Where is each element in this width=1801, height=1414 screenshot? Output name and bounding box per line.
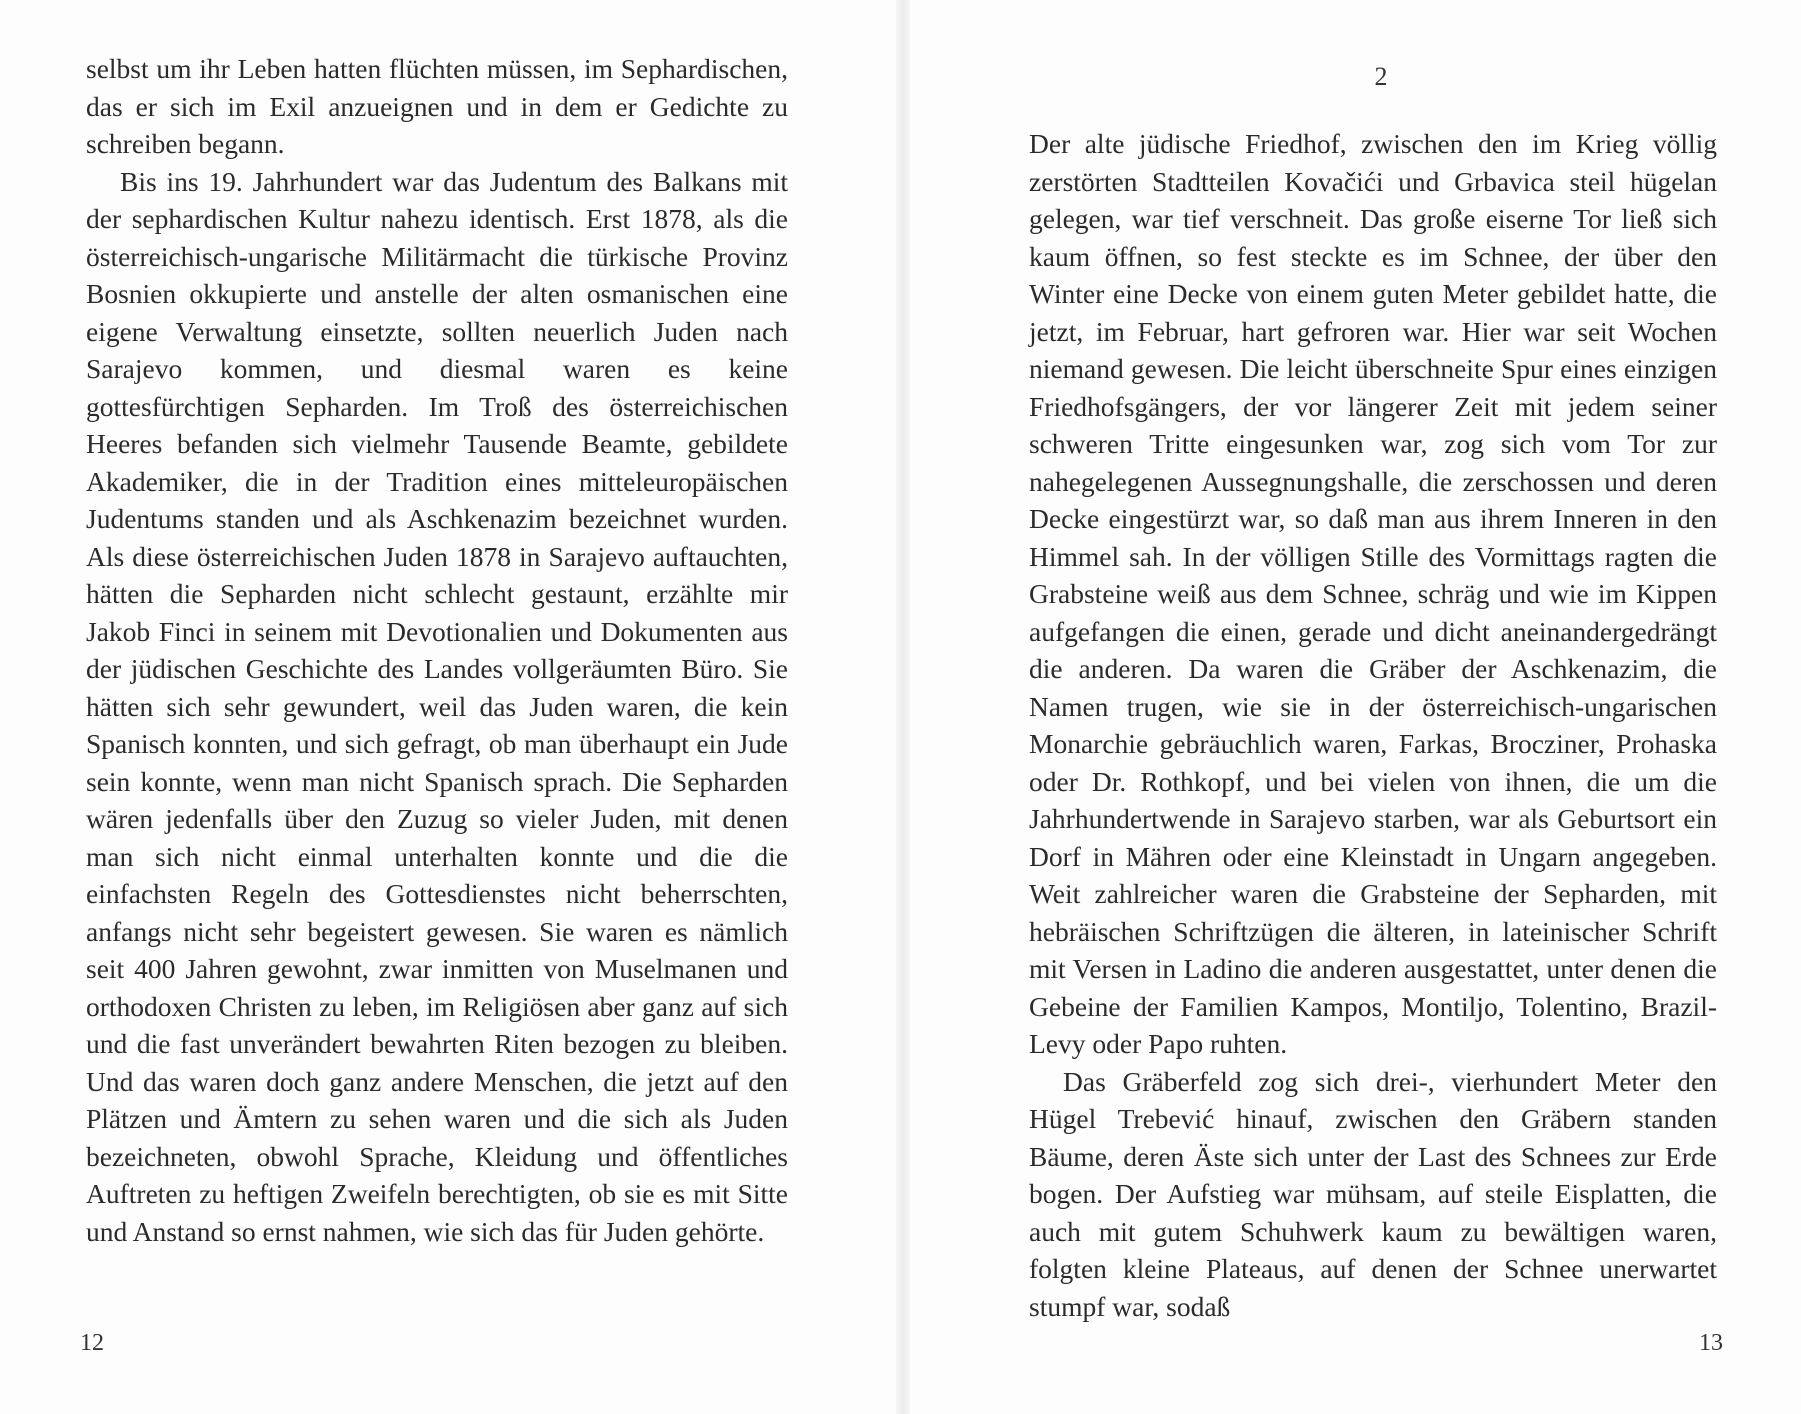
left-paragraph-1: selbst um ihr Leben hatten flüchten müssen, im Sephardischen, das er sich im Exil anzueignen und in dem er Gedichte zu schreiben begann. — [86, 53, 788, 159]
right-paragraph-1: Der alte jüdische Friedhof, zwischen den im Krieg völlig zerstörten Stadtteilen Kovačići und Grbavica steil hügelan gelegen, war tief verschneit. Das große eiserne Tor ließ sich kaum öffnen, so fest steckte es im Schnee, der über den Winter eine Decke von einem guten Meter gebildet hatte, die jetzt, im Februar, hart gefroren war. Hier war seit Wochen niemand gewesen. Die leicht überschneite Spur eines einzigen Friedhofsgängers, der vor längerer Zeit mit jedem seiner schweren Tritte eingesunken war, zog sich vom Tor zur nahegelegenen Aussegnungshalle, die zerschossen und deren Decke eingestürzt war, so daß man aus ihrem Inneren in den Himmel sah. In der völligen Stille des Vormittags ragten die Grabsteine weiß aus dem Schnee, schräg und wie im Kippen aufgefangen die einen, gerade und dicht aneinandergedrängt die anderen. Da waren die Gräber der Aschkenazim, die Namen trugen, wie sie in der österreichisch-ungarischen Monarchie gebräuchlich waren, Farkas, Brocziner, Prohaska oder Dr. Rothkopf, und bei vielen von ihnen, die um die Jahrhundertwende in Sarajevo starben, war als Geburtsort ein Dorf in Mähren oder eine Kleinstadt in Ungarn angegeben. Weit zahlreicher waren die Grabsteine der Sepharden, mit hebräischen Schriftzügen die älteren, in lateinischer Schrift mit Versen in Ladino die anderen ausgestattet, unter denen die Gebeine der Familien Kampos, Montiljo, Tolentino, Brazil-Levy oder Papo ruhten. — [1029, 128, 1717, 1059]
right-page-number: 13 — [1699, 1330, 1723, 1356]
right-page-body — [1029, 125, 1717, 1325]
right-paragraph-2: Das Gräberfeld zog sich drei-, vierhundert Meter den Hügel Trebević hinauf, zwischen den Gräbern standen Bäume, deren Äste sich unter der Last des Schnees zur Erde bogen. Der Aufstieg war mühsam, auf steile Eisplatten, die auch mit gutem Schuhwerk kaum zu bewältigen waren, folgten kleine Plateaus, auf denen der Schnee unerwartet stumpf war, sodaß — [1029, 1065, 1717, 1322]
chapter-number: 2 — [1374, 62, 1388, 91]
left-paragraph-2: Bis ins 19. Jahrhundert war das Judentum des Balkans mit der sephardischen Kultur nahezu identisch. Erst 1878, als die österreichisch-ungarische Militärmacht die türkische Provinz Bosnien okkupierte und anstelle der alten osmanischen eine eigene Verwaltung einsetzte, sollten neuerlich Juden nach Sarajevo kommen, und diesmal waren es keine gottesfürchtigen Sepharden. Im Troß des österreichischen Heeres befanden sich vielmehr Tausende Beamte, gebildete Akademiker, die in der Tradition eines mitteleuropäischen Judentums standen und als Aschkenazim bezeichnet wurden. Als diese österreichischen Juden 1878 in Sarajevo auftauchten, hätten die Sepharden nicht schlecht gestaunt, erzählte mir Jakob Finci in seinem mit Devotionalien und Dokumenten aus der jüdischen Geschichte des Landes vollgeräumten Büro. Sie hätten sich sehr gewundert, weil das Juden waren, die kein Spanisch konnten, und sich gefragt, ob man überhaupt ein Jude sein konnte, wenn man nicht Spanisch sprach. Die Sepharden wären jedenfalls über den Zuzug so vieler Juden, mit denen man sich nicht einmal unterhalten konnte und die die einfachsten Regeln des Gottesdienstes nicht beherrschten, anfangs nicht sehr begeistert gewesen. Sie waren es nämlich seit 400 Jahren gewohnt, zwar inmitten von Muselmanen und orthodoxen Christen zu leben, im Religiösen aber ganz auf sich und die fast unverändert bewahrten Riten bezogen zu bleiben. Und das waren doch ganz andere Menschen, die jetzt auf den Plätzen und Ämtern zu sehen waren und die sich als Juden bezeichneten, obwohl Sprache, Kleidung und öffentliches Auftreten zu heftigen Zweifeln berechtigten, ob sie es mit Sitte und Anstand so ernst nahmen, wie sich das für Juden gehörte. — [86, 165, 788, 1247]
left-page — [0, 0, 896, 1414]
right-page — [910, 0, 1801, 1414]
book-gutter — [896, 0, 910, 1414]
left-page-number: 12 — [80, 1330, 104, 1356]
left-page-body — [86, 50, 788, 1250]
